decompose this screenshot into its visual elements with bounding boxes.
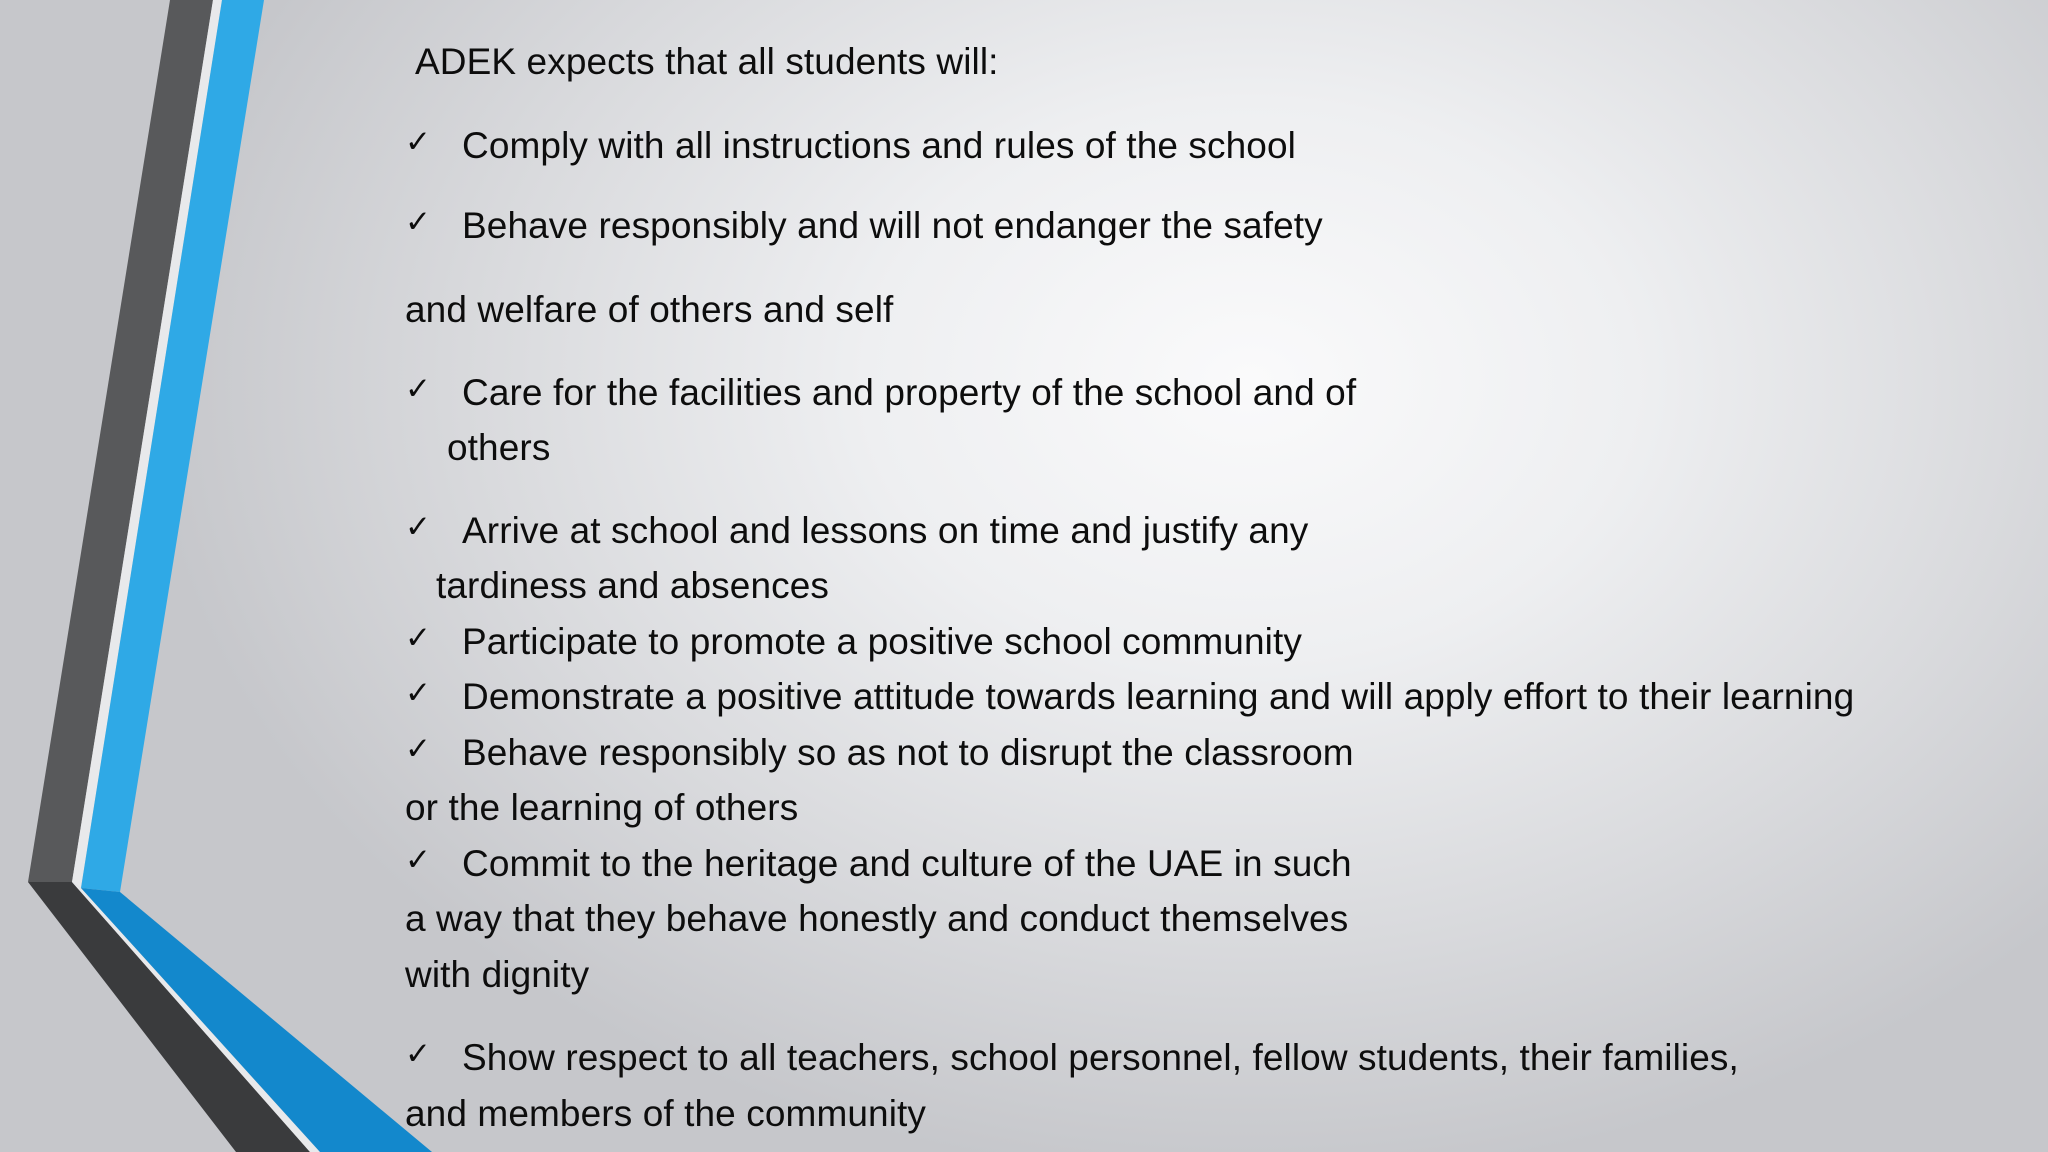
check-icon: ✓ [405,731,431,767]
list-item-line: with dignity [405,954,590,995]
check-icon: ✓ [405,1036,431,1072]
check-icon: ✓ [405,371,431,407]
list-item-line: Comply with all instructions and rules of the school [462,125,1296,166]
list-item-line: and welfare of others and self [405,289,894,330]
check-icon: ✓ [405,675,431,711]
list-item-line: or the learning of others [405,787,799,828]
list-item-line: tardiness and absences [436,565,830,606]
list-item-line: Commit to the heritage and culture of the UAE in such [462,843,1352,884]
list-item-line: Participate to promote a positive school community [462,621,1302,662]
list-item-line: and members of the community [405,1093,927,1134]
list-item-line: Show respect to all teachers, school personnel, fellow students, their families, [462,1037,1739,1078]
list-item-line: Demonstrate a positive attitude towards learning and will apply effort to their learning [462,676,1855,717]
check-icon: ✓ [405,842,431,878]
list-item-line: Behave responsibly and will not endanger the safety [462,205,1323,246]
intro-heading: ADEK expects that all students will: [415,41,999,82]
list-item-line: Arrive at school and lessons on time and justify any [462,510,1309,551]
list-item-line: Care for the facilities and property of the school and of [462,372,1357,413]
list-item-line: others [447,427,551,468]
list-item-line: Behave responsibly so as not to disrupt the classroom [462,732,1354,773]
check-icon: ✓ [405,509,431,545]
check-icon: ✓ [405,204,431,240]
check-icon: ✓ [405,620,431,656]
list-item-line: a way that they behave honestly and conduct themselves [405,898,1349,939]
check-icon: ✓ [405,124,431,160]
